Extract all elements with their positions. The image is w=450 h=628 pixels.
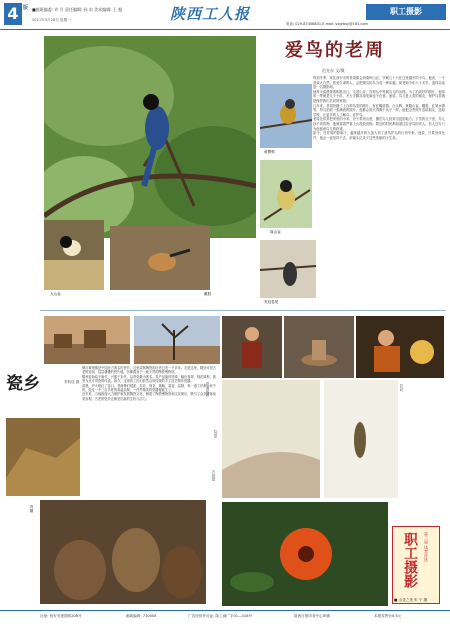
page-number-label: 版: [23, 5, 29, 11]
editor-info: ■值班编委: 许 月 责任编辑: 孙 东 美术编辑: 王 超: [32, 7, 122, 12]
promo-subtitle: 第二届 读者评选: [424, 532, 429, 562]
footer-printer: 陕西日报印务中心印刷: [294, 614, 330, 618]
photo-red-flower: [222, 502, 388, 606]
photo-craftsman: [356, 316, 444, 378]
article-body: [82, 366, 216, 526]
article-paragraph: 耀州窑始烧于唐代，兴盛于宋代，以青瓷最为著名。其产品胎体坚薄、釉色青翠、刻花犀利，被誉为北方青瓷的代表。如今，这里的工匠们依然沿用传统的手工技艺制作瓷器。: [82, 374, 216, 384]
article-paragraph: 近年来，当地政府大力保护和发展陶瓷文化，修建了陶瓷博物馆和文化街区，吸引了众多游客前来参观。古老的瓷乡正焕发出新的生机与活力。: [82, 392, 216, 401]
photo-caption: 煤山雀: [270, 230, 281, 234]
article-byline: 范先东 文/摄: [322, 68, 345, 73]
photo-blue-magpie: [44, 36, 256, 238]
photo-caption: 黄臀鹎: [264, 150, 275, 154]
article-title: 瓷乡: [6, 374, 40, 394]
photo-caption: 烧窑: [214, 430, 218, 438]
article-body: [313, 76, 445, 304]
promo-title: 职工摄影: [402, 532, 418, 588]
article-title: 爱鸟的老周: [285, 40, 385, 61]
footer-ad-license: 广告经营许可证: 陕工商广字01—018号: [188, 614, 253, 618]
photo-caption: 窑洞民居: [206, 382, 210, 397]
article-paragraph: 几年来，老周拍摄了上百种鸟类的照片，有红嘴蓝鹊、白头鹎、黄腹山雀、戴胜、红尾水鸲等。每当拍到一张满意的照片，他都会高兴得像个孩子一样。他把这些照片送给朋友，送给学校，让更多的人了解鸟、爱护鸟。: [313, 103, 445, 117]
photo-bird-6: [260, 240, 316, 298]
photo-caption: 大山雀: [50, 292, 61, 296]
article-paragraph: 如今，在老周的影响下，越来越多的人加入到了爱鸟护鸟的行列中来。他说，只要身体允许，他会一直坚持下去，用镜头记录下这些美丽的小生灵。: [313, 131, 445, 140]
article-byline: 李科选 摄: [64, 380, 80, 384]
photo-landscape-side: [222, 380, 320, 498]
page-number: 4: [4, 3, 22, 25]
photo-bird-3: [260, 160, 312, 228]
photo-caption: 瓷罐: [30, 505, 34, 513]
photo-bird-4: [44, 220, 104, 290]
photo-caption: 拉坯: [400, 384, 404, 392]
photo-cave-dwellings: [44, 316, 130, 364]
section-divider: [40, 310, 446, 311]
photo-pottery-wheel: [284, 316, 354, 378]
photo-old-kiln: [6, 418, 80, 496]
contact-info: 电话: 029-87456831 E-mail: sxgrbsy@163.com: [286, 22, 368, 26]
photo-caption: 戴胜: [204, 292, 212, 296]
article-paragraph: 清晨，炉火映红了窑口。老师傅们揉泥、拉坯、刻花、施釉、装窑、烧制，每一道工序都一丝不苟。经过一千三百多度的高温烧制，一件件精美的瓷器便诞生了。: [82, 383, 216, 393]
section-tag: 职工摄影: [366, 4, 446, 20]
masthead: 陕西工人报: [170, 5, 251, 23]
article-paragraph: 他每天清晨背着相机出门，走进山谷，在树丛中等候鸟儿的出现。为了拍到好的照片，他常常一等就是几个小时，冬天手脚冻得发麻也不在意。他说，鸟儿是人类的朋友，保护鸟类就是保护我们共同的家园。: [313, 89, 445, 103]
photo-insect: [324, 380, 398, 498]
photo-village-tree: [134, 316, 220, 364]
photo-caption: 发冠卷尾: [264, 300, 279, 304]
footer-price: 本报零售价0.5元: [374, 614, 402, 618]
footer-postcode: 邮政编码: 710005: [126, 614, 157, 618]
photo-caption: ■ 山花之美 朱 宁 摄: [394, 598, 428, 602]
photo-caption: 古窑址: [212, 470, 216, 481]
page-footer: [0, 610, 450, 628]
photo-bird-2: [260, 84, 312, 148]
issue-date: 2011年3月28日 星期一: [32, 18, 71, 22]
footer-address: 社址: 西安市建国路208号: [40, 614, 82, 618]
article-paragraph: 铜川黄堡镇是中国北方著名的瓷乡，这里烧制陶瓷的历史已有一千多年。走进这里，随处可见古老的窑洞、层层叠叠的瓷片墙，仿佛置身于一座天然的陶瓷博物馆。: [82, 366, 216, 375]
article-paragraph: 老周还常常把家里的小米、谷子带到山里，撒在鸟儿经常出没的地方。下雪的日子里，鸟儿找不到食物，他就冒着严寒上山投放食物。附近的村民都知道这位爱鸟的老人，有人还专门为他留意鸟儿的踪迹。: [313, 117, 445, 131]
article-paragraph: 每到冬季，家住西安市的老周都会到秦岭山区，守候几十只在这里越冬的小鸟。他说，一个喜欢大自然、热爱生命的人，会把观鸟拍鸟当成一种乐趣。周老师今年六十多岁，退休以前是一名摄影师。: [313, 76, 445, 90]
photo-bird-5: [110, 226, 210, 290]
photo-kiln-worker: [222, 316, 282, 378]
